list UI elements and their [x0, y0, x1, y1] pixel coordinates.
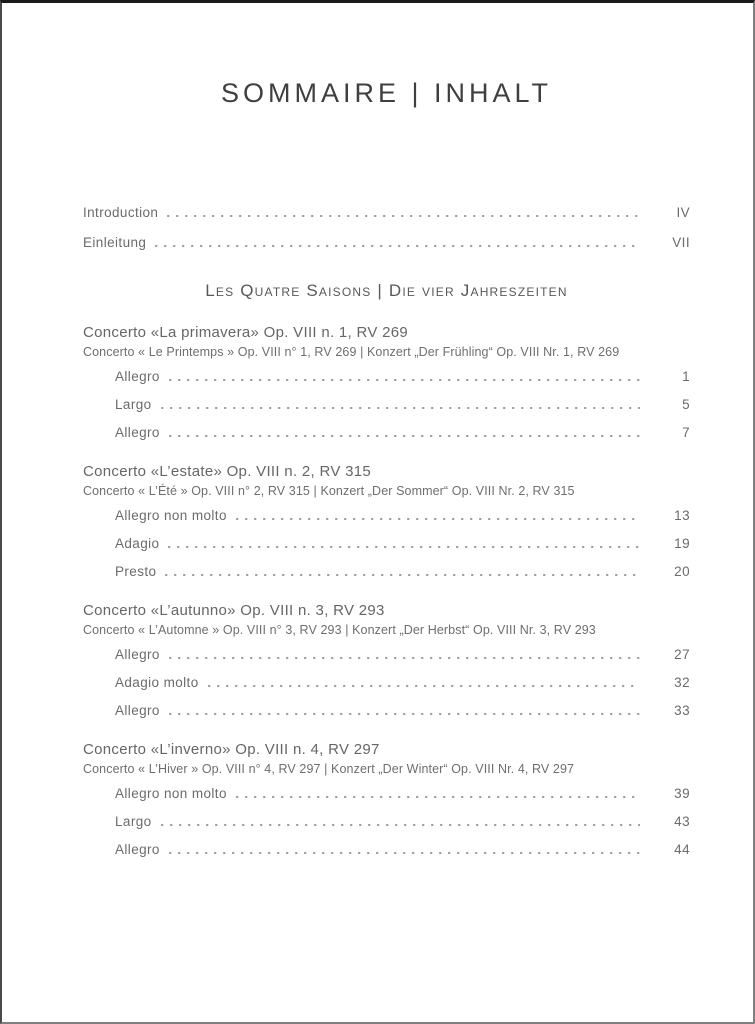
concerto-group [83, 600, 690, 731]
concerto-group [83, 739, 690, 870]
toc-entry-label: Allegro [115, 425, 160, 440]
dot-leader [208, 685, 640, 687]
toc-entry-label: Allegro [115, 647, 160, 662]
dot-leader [236, 796, 640, 798]
toc-entry [83, 564, 690, 592]
toc-entry-page: 44 [674, 842, 690, 857]
concerto-group [83, 322, 690, 453]
toc-entry-page: 7 [682, 425, 690, 440]
concerto-title: Concerto «L’estate» Op. VIII n. 2, RV 315 [83, 463, 372, 480]
toc-entry-page: 13 [674, 508, 690, 523]
page-title: SOMMAIRE | INHALT [220, 78, 553, 108]
toc-entry-label: Allegro [115, 703, 160, 718]
concerto-subtitle: Concerto « Le Printemps » Op. VIII n° 1, RV 269 | Konzert „Der Frühling“ Op. VIII Nr. 1, RV 269 [83, 345, 620, 359]
movement-list [83, 508, 690, 592]
movement-list [83, 647, 690, 731]
dot-leader [169, 852, 640, 854]
toc-entry [83, 786, 690, 814]
toc-entry-label: Introduction [83, 205, 159, 220]
concerto-group [83, 461, 690, 592]
toc-entry-label: Allegro [115, 369, 160, 384]
toc-entry-page: 1 [682, 369, 690, 384]
toc-entry-label: Adagio [115, 536, 160, 551]
section-heading: Les Quatre Saisons | Die vier Jahreszeiten [205, 281, 568, 300]
toc-entry [83, 647, 690, 675]
concerto-title: Concerto «La primavera» Op. VIII n. 1, RV 269 [83, 324, 409, 341]
toc-entry-label: Allegro [115, 842, 160, 857]
toc-entry [83, 369, 690, 397]
toc-entry-page: 33 [674, 703, 690, 718]
dot-leader [169, 379, 640, 381]
toc-entry [83, 235, 690, 265]
movement-list [83, 369, 690, 453]
toc-entry [83, 425, 690, 453]
toc-entry [83, 205, 690, 235]
toc-entry-label: Largo [115, 814, 152, 829]
toc-entry [83, 536, 690, 564]
toc-entry-page: 39 [674, 786, 690, 801]
dot-leader [161, 824, 640, 826]
toc-entry [83, 508, 690, 536]
toc-entry-label: Adagio molto [115, 675, 199, 690]
concerto-title: Concerto «L’autunno» Op. VIII n. 3, RV 293 [83, 602, 385, 619]
toc-entry [83, 814, 690, 842]
toc-entry-page: 20 [674, 564, 690, 579]
toc-entry-page: 5 [682, 397, 690, 412]
toc-entry-page: 43 [674, 814, 690, 829]
toc-entry-label: Einleitung [83, 235, 147, 250]
concerto-subtitle: Concerto « L’Été » Op. VIII n° 2, RV 315 | Konzert „Der Sommer“ Op. VIII Nr. 2, RV 315 [83, 484, 575, 498]
toc-entry-page: 27 [674, 647, 690, 662]
toc-content [83, 77, 690, 870]
toc-entry-label: Allegro non molto [115, 786, 227, 801]
movement-list [83, 786, 690, 870]
toc-entry-label: Presto [115, 564, 157, 579]
dot-leader [161, 407, 640, 409]
dot-leader [165, 574, 640, 576]
dot-leader [169, 657, 640, 659]
dot-leader [155, 245, 640, 247]
dot-leader [168, 546, 640, 548]
concerto-subtitle: Concerto « L’Automne » Op. VIII n° 3, RV 293 | Konzert „Der Herbst“ Op. VIII Nr. 3, RV 293 [83, 623, 596, 637]
toc-entry [83, 703, 690, 731]
toc-entry-page: 32 [674, 675, 690, 690]
toc-entry-label: Allegro non molto [115, 508, 227, 523]
concerto-title: Concerto «L’inverno» Op. VIII n. 4, RV 297 [83, 741, 380, 758]
dot-leader [236, 518, 640, 520]
toc-entry [83, 675, 690, 703]
toc-entry [83, 397, 690, 425]
toc-entry-page: 19 [674, 536, 690, 551]
concerto-subtitle: Concerto « L’Hiver » Op. VIII n° 4, RV 297 | Konzert „Der Winter“ Op. VIII Nr. 4, RV 297 [83, 762, 575, 776]
toc-entry [83, 842, 690, 870]
dot-leader [169, 435, 640, 437]
dot-leader [167, 215, 640, 217]
toc-entry-label: Largo [115, 397, 152, 412]
dot-leader [169, 713, 640, 715]
concerto-list [83, 322, 690, 870]
toc-entry-page: IV [676, 205, 690, 220]
intro-entry-list [83, 205, 690, 265]
toc-entry-page: VII [672, 235, 690, 250]
